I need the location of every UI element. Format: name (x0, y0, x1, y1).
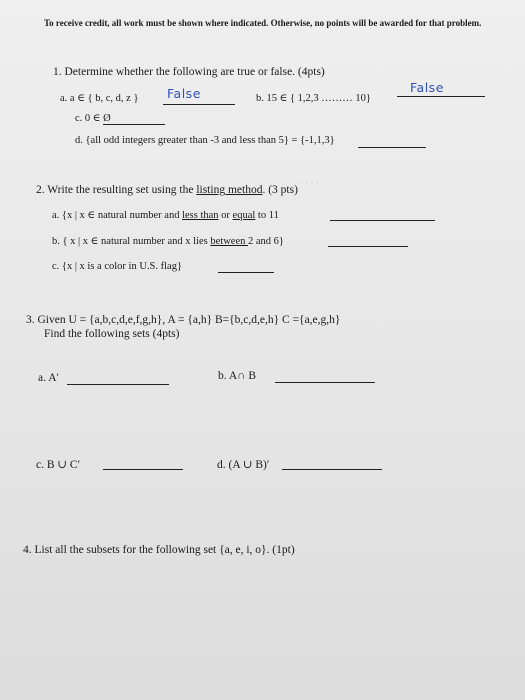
q2-prompt-post: . (3 pts) (262, 184, 298, 196)
q3a-label: a. A′ (38, 372, 60, 384)
q1b-answer-line[interactable] (397, 96, 485, 97)
q3c-label: c. B ∪ C′ (36, 459, 81, 471)
q1d-answer-line[interactable] (358, 147, 426, 148)
q2a-answer-line[interactable] (330, 220, 435, 221)
q1c-text: c. 0 ∈ Ø (75, 113, 111, 124)
q3b-answer-line[interactable] (275, 382, 375, 383)
q1a-text: a. a ∈ { b, c, d, z } (60, 93, 139, 104)
q1a-answer-line[interactable] (163, 104, 235, 105)
q2a-less-than: less than (182, 210, 219, 221)
q1c-answer-line[interactable] (103, 124, 165, 125)
q1d-text: d. {all odd integers greater than -3 and less than 5} = {-1,1,3} (75, 135, 335, 146)
q3-find: Find the following sets (4pts) (44, 328, 180, 340)
q3c-answer-line[interactable] (103, 469, 183, 470)
q2a-pre: a. {x | x ∈ natural number and (52, 210, 183, 221)
q3a-answer-line[interactable] (67, 384, 169, 385)
q3d-answer-line[interactable] (282, 469, 382, 470)
q2b-text (52, 235, 284, 247)
q1b-text: b. 15 ∈ { 1,2,3 ……… 10} (256, 93, 371, 104)
q2a-post: to 11 (255, 210, 279, 221)
q2c-answer-line[interactable] (218, 272, 274, 273)
q1b-handwritten-answer: False (410, 80, 444, 95)
q2-prompt-pre: 2. Write the resulting set using the (36, 184, 197, 196)
q2b-post: 2 and 6} (248, 236, 284, 247)
q2b-answer-line[interactable] (328, 246, 408, 247)
q2a-equal: equal (232, 210, 256, 221)
q2a-mid: or (218, 210, 233, 221)
bleed-through-text: · · · · (300, 178, 319, 188)
q2b-pre: b. { x | x ∈ natural number and x lies (52, 236, 211, 247)
q2-prompt-listing-method: listing method (196, 184, 263, 196)
q2b-between: between (210, 236, 248, 247)
q3-given: 3. Given U = {a,b,c,d,e,f,g,h}, A = {a,h} B={b,c,d,e,h} C ={a,e,g,h} (26, 314, 341, 326)
q2a-text (52, 209, 279, 221)
q2-prompt (36, 184, 298, 196)
instructions: To receive credit, all work must be shown where indicated. Otherwise, no points will be awarded for that problem. (44, 18, 482, 28)
q3b-label: b. A∩ B (218, 370, 257, 382)
q3d-label: d. (A ∪ B)′ (217, 459, 270, 471)
q1a-handwritten-answer: False (167, 86, 201, 101)
q1-prompt: 1. Determine whether the following are true or false. (4pts) (53, 66, 325, 78)
q4-prompt: 4. List all the subsets for the following set {a, e, i, o}. (1pt) (23, 544, 295, 556)
q2c-text: c. {x | x is a color in U.S. flag} (52, 261, 182, 272)
